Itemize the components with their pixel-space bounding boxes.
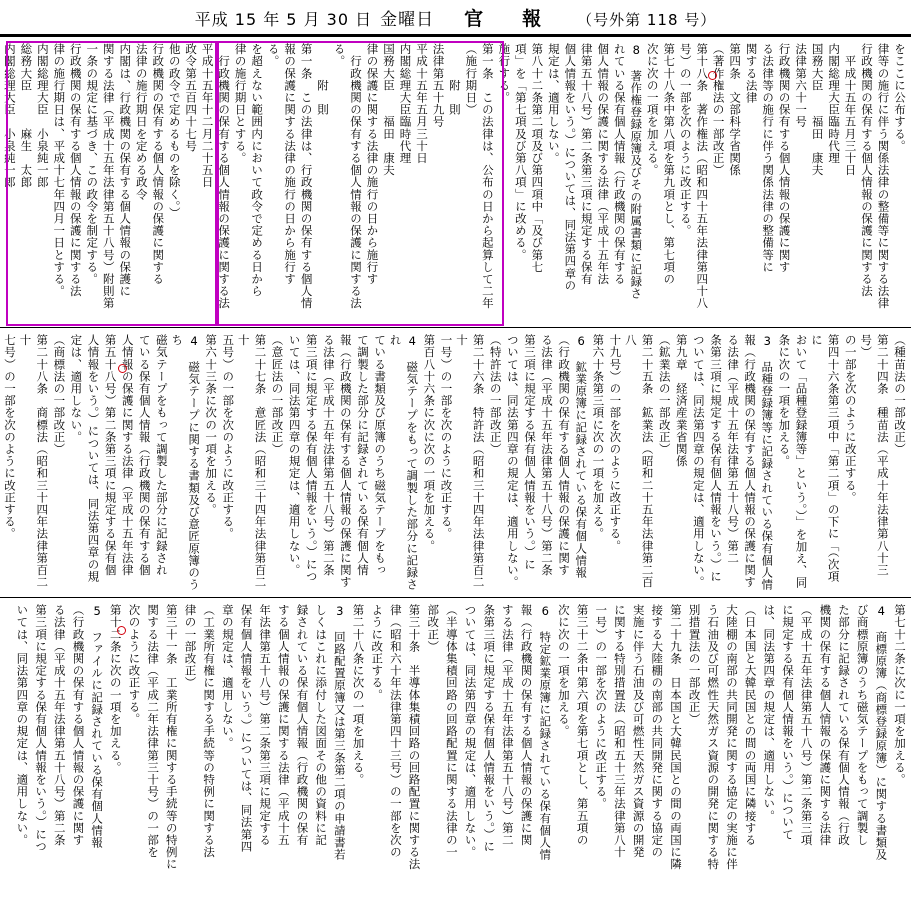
- band-top-columns: [2, 41, 909, 323]
- col-b2-05: おいて「品種登録簿等」という。）」を加え、同: [794, 334, 809, 589]
- col-b3-44: 5 ファイルに記録されている保有個人情報: [90, 604, 105, 849]
- col-b2-31: 第三項に規定する保有個人情報をいう。）につ: [304, 334, 319, 583]
- col-b3-46: る法律（平成十五年法律第五十八号）第二条: [52, 604, 67, 846]
- col-boxb-05: 法律第五十九号: [431, 43, 446, 128]
- col-b1-12: （著作権法の一部改正）: [711, 43, 726, 177]
- col-b2-43: 定は、適用しない。: [69, 334, 84, 443]
- col-b2-02: 第二十四条 種苗法（平成十年法律第八十三号）: [859, 334, 890, 576]
- col-boxb-13: 第一条 この法律は、行政機関の保有する個人情: [299, 43, 314, 310]
- col-b3-15: 実施に伴う石油及び可燃性天然ガス資源の開発: [631, 604, 646, 859]
- col-b3-37: 章の規定は、適用しない。: [220, 604, 235, 750]
- col-b3-14: 接する大陸棚の南部の共同開発に関する協定の: [650, 604, 665, 859]
- col-b2-19: る法律（平成十五年法律第五十八号）第二条: [540, 334, 555, 576]
- col-boxa-12: 律の施行期日は、平成十七年四月一日とする。: [52, 43, 67, 298]
- col-boxb-08: 国務大臣 福田 康夫: [381, 43, 396, 177]
- col-b2-03: の一部を次のように改正する。: [843, 334, 858, 504]
- col-b1-16: 次に次の一項を加える。: [645, 43, 660, 177]
- col-b1-24: 項」を「第七項及び第八項」に改める。: [513, 43, 528, 261]
- col-b2-09: る法律（平成十五年法律第五十八号）第二: [726, 334, 741, 564]
- col-b2-46: 七号）の一部を次のように改正する。: [3, 334, 18, 540]
- col-b3-39: 律の一部改正）: [183, 604, 198, 689]
- col-b2-20: 第三項に規定する保有個人情報をいう。）に: [522, 334, 537, 571]
- col-b3-42: 次のように改正する。: [127, 604, 142, 725]
- masthead-inner: [195, 4, 717, 31]
- col-b2-13: （鉱業法の一部改正）: [657, 334, 672, 455]
- band-middle: [0, 328, 911, 598]
- col-boxa-02: 行政機関の保有する個人情報の保護に関する法: [217, 43, 232, 310]
- col-b2-08: 報（行政機関の保有する個人情報の保護に関す: [743, 334, 758, 589]
- col-b1-17: 8 著作権登録原簿及びその附属書類に記録さ: [629, 43, 644, 300]
- col-boxb-10: 行政機関の保有する個人情報の保護に関する法: [349, 43, 364, 310]
- col-b3-17: 一号）の一部を次のように改正する。: [594, 604, 609, 810]
- col-b3-19: 次に次の一項を加える。: [556, 604, 571, 738]
- col-b1-06: 国務大臣 福田 康夫: [810, 43, 825, 177]
- col-b3-01: 第七十二条に次に一項を加える。: [893, 604, 907, 786]
- col-b2-22: （特許法の一部改正）: [488, 334, 503, 455]
- col-b3-34: する個人情報の保護に関する法律（平成十五: [276, 604, 291, 846]
- col-b1-03: 行政機関の保有する個人情報の保護に関する法: [860, 43, 875, 298]
- col-b1-04: 平成十五年五月三十日: [843, 43, 858, 177]
- col-boxb-02: 第一条 この法律は、公布の日から起算して二年: [480, 43, 495, 310]
- col-boxb-16: を超えない範囲内において政令で定める日から: [250, 43, 265, 298]
- col-boxa-05: 他の政令で定めるものを除く。）: [167, 43, 182, 219]
- col-b3-08: は、同法第四章の規定は、適用しない。: [762, 604, 777, 822]
- col-b3-06: （平成十五年法律第五十八号）第二条第三項: [799, 604, 814, 846]
- col-boxa-09: 関する法律（平成十五年法律第五十八号）附則第: [101, 43, 116, 310]
- col-b2-01: （種苗法の一部改正）: [893, 334, 907, 455]
- col-boxa-03: 平成十五年十二月二十五日: [200, 43, 215, 189]
- col-b2-25: 第百八十六条に次に次の一項を加える。: [422, 334, 437, 552]
- col-b1-07: 法律第六十一号: [794, 43, 809, 128]
- col-b2-06: 条に次の一項を加える。: [777, 334, 792, 468]
- col-b2-41: 第五十八号）第二条第三項に規定する保有個: [103, 334, 118, 576]
- col-b3-27: 第三十条 半導体集積回路の回路配置に関する法: [407, 604, 422, 871]
- col-b2-27: ている書類及び原簿のうち磁気テープをもっ: [373, 334, 388, 576]
- col-b2-36: 第六十三条に次の一項を加える。: [204, 334, 219, 516]
- col-boxb-12: 附 則: [316, 43, 331, 116]
- col-b3-43: 第十二条に次の一項を加える。: [108, 604, 123, 774]
- col-b2-39: ている保有個人情報（行政機関の保有する個: [137, 334, 152, 576]
- col-b2-35: 五号）の一部を次のように改正する。: [221, 334, 236, 540]
- col-b1-14: 号）の一部を次のように改正する。: [678, 43, 693, 237]
- red-ring-marker-2: [118, 364, 127, 373]
- col-b3-20: 6 特定鉱業原簿に記録されている保有個人情: [538, 604, 553, 861]
- col-b3-48: いては、同法第四章の規定は、適用しない。: [15, 604, 30, 846]
- col-b2-40: 人情報の保護に関する法律（平成十五年法律: [120, 334, 135, 576]
- col-b3-07: に規定する保有個人情報をいう。）について: [780, 604, 795, 841]
- col-boxb-03: （施行期日）: [464, 43, 479, 116]
- col-b3-31: 3 回路配置原簿又は第三条第二項の申請書若: [332, 604, 347, 861]
- col-b3-12: 別措置法の一部改正）: [687, 604, 702, 725]
- col-b3-38: （工業所有権に関する手続等の特例に関する法: [202, 604, 217, 859]
- col-b2-16: 第六十条第三項に次の一項を加える。: [591, 334, 606, 540]
- col-b1-11: 第四条 文部科学省関係: [728, 43, 743, 177]
- col-b3-23: 条第三項に規定する保有個人情報をいう。）に: [482, 604, 497, 853]
- col-b2-10: 条第三項に規定する保有個人情報をいう。）に: [708, 334, 723, 583]
- col-boxb-15: る。: [266, 43, 281, 68]
- col-b2-26: 4 磁気テープをもって調製した部分に記録され: [389, 334, 420, 591]
- col-b3-40: 第三十一条 工業所有権に関する手続等の特例に: [164, 604, 179, 871]
- col-b2-44: （商標法の一部改正）: [52, 334, 67, 455]
- col-b3-26: 部改正）: [426, 604, 441, 653]
- col-b3-02: 4 商標原簿（商標登録原簿）に関する書類及: [874, 604, 889, 861]
- col-b3-25: （半導体集積回路の回路配置に関する法律の一: [444, 604, 459, 859]
- col-b3-30: 第二十八条に次の一項を加える。: [351, 604, 366, 786]
- col-boxa-15: 内閣総理大臣 小泉純一郎: [2, 43, 17, 189]
- col-b2-07: 3 品種登録簿等に記録されている保有個人情: [760, 334, 775, 591]
- col-b3-03: び商標原簿のうち磁気テープをもって調製し: [855, 604, 870, 846]
- col-boxa-01: 律の施行期日とする。: [233, 43, 248, 164]
- col-b3-18: 第三十二条中第六項を第七項とし、第五項の: [575, 604, 590, 846]
- col-boxb-09: 律の保護に関する法律の施行の日から施行す: [365, 43, 380, 285]
- col-b2-37: 4 磁気テープに関する書類及び意匠原簿のうち: [170, 334, 202, 591]
- col-boxb-06: 平成十五年五月三十日: [414, 43, 429, 164]
- col-b2-23: 第二十六条 特許法（昭和三十四年法律第百二十: [455, 334, 486, 589]
- col-b3-33: 録されている保有個人情報（行政機関の保有: [295, 604, 310, 846]
- masthead-weekday: 金曜日: [380, 9, 435, 30]
- col-b2-24: 一号）の一部を次のように改正する。: [439, 334, 454, 540]
- col-b3-32: しくはこれに添付した図面その他の資料に記: [314, 604, 329, 846]
- col-b1-01: をここに公布する。: [893, 43, 907, 152]
- col-boxb-11: る。: [332, 43, 347, 68]
- col-b2-12: 第九章 経済産業省関係: [674, 334, 689, 468]
- col-b1-13: 第十八条 著作権法（昭和四十五年法律第四十八: [695, 43, 710, 310]
- col-boxa-14: 総務大臣 麻生 太郎: [19, 43, 34, 189]
- col-b2-18: （行政機関の保有する個人情報の保護に関す: [557, 334, 572, 576]
- col-b2-33: （意匠法の一部改正）: [270, 334, 285, 455]
- col-boxa-07: 法律の施行期日を定める政令: [134, 43, 149, 201]
- col-b1-05: 内閣総理大臣臨時代理: [827, 43, 842, 164]
- col-boxb-07: 内閣総理大臣臨時代理: [398, 43, 413, 164]
- col-b3-13: 第二十九条 日本国と大韓民国との間の両国に隣: [668, 604, 683, 871]
- col-b1-18: れている保有個人情報（行政機関の保有する: [612, 43, 627, 285]
- col-b1-20: 律第五十八号）第二条第三項に規定する保有: [579, 43, 594, 285]
- col-boxa-11: 行政機関の保有する個人情報の保護に関する法: [68, 43, 83, 298]
- band-middle-columns: [2, 332, 909, 593]
- masthead: [0, 0, 911, 36]
- band-bottom: [0, 598, 911, 907]
- gazette-page: [0, 36, 911, 907]
- col-b3-28: 律（昭和六十年法律第四十三号）の一部を次の: [388, 604, 403, 859]
- col-b2-42: 人情報をいう。）については、同法第四章の規: [86, 334, 101, 583]
- col-b2-11: ついては、同法第四章の規定は、適用しない。: [691, 334, 706, 589]
- col-boxa-08: 内閣は、行政機関の保有する個人情報の保護に: [118, 43, 133, 298]
- col-b2-17: 6 鉱業原簿に記録されている保有個人情報: [574, 334, 589, 579]
- col-boxa-13: 内閣総理大臣 小泉純一郎: [35, 43, 50, 189]
- col-b2-04: 第四十六条第三項中「第二項」の下に「（次項に: [810, 334, 841, 583]
- col-b3-22: する法律（平成十五年法律第五十八号）第二: [500, 604, 515, 846]
- col-b1-10: 関する法律: [744, 43, 759, 104]
- col-boxb-14: 報の保護に関する法律の施行の日から施行す: [283, 43, 298, 285]
- col-boxa-10: 一条の規定に基づき、この政令を制定する。: [85, 43, 100, 285]
- col-boxb-01: 施行する。: [497, 43, 512, 104]
- col-boxb-04: 附 則: [447, 43, 462, 116]
- col-boxa-04: 政令第五百四十七号: [184, 43, 199, 152]
- masthead-date: 平成 15 年 5 月 30 日: [194, 9, 373, 29]
- col-boxa-06: 行政機関の保有する個人情報の保護に関する: [151, 43, 166, 285]
- col-b3-35: 年法律第五十八号）第二条第三項に規定する: [258, 604, 273, 846]
- masthead-title: 官 報: [464, 7, 552, 30]
- col-b2-28: て調製した部分に記録されている保有個人情: [356, 334, 370, 576]
- col-b2-45: 第二十八条 商標法（昭和三十四年法律第百二十: [19, 334, 50, 589]
- col-b1-09: る法律等の施行に伴う関係法律の整備等に: [761, 43, 776, 273]
- col-b2-21: ついては、同法第四章の規定は、適用しない。: [505, 334, 520, 589]
- col-b2-38: 磁気テープをもって調製した部分に記録され: [154, 334, 169, 576]
- col-b3-24: ついては、同法第四章の規定は、適用しない。: [463, 604, 478, 859]
- col-b1-02: 律等の施行に伴う関係法律の整備等に関する法律: [876, 43, 891, 310]
- masthead-issue: （号外第 118 号）: [577, 10, 717, 29]
- col-b3-41: 関する法律（平成二年法律第三十号）の一部を: [146, 604, 161, 859]
- col-b1-23: 第八十二条第二項及び第四項中「及び第七: [530, 43, 545, 273]
- col-b3-29: ように改正する。: [370, 604, 385, 701]
- col-b2-29: 報（行政機関の保有する個人情報の保護に関す: [338, 334, 353, 589]
- col-b2-15: 十九号）の一部を次のように改正する。: [608, 334, 623, 552]
- col-b2-14: 第二十五条 鉱業法（昭和二十五年法律第二百八: [624, 334, 655, 589]
- col-b3-10: 大陸棚の南部の共同開発に関する協定の実施に伴: [724, 604, 739, 871]
- col-b2-32: いては、同法第四章の規定は、適用しない。: [287, 334, 302, 576]
- col-b1-19: 個人情報の保護に関する法律（平成十五年法: [596, 43, 611, 285]
- col-b3-11: う石油及び可燃性天然ガス資源の開発に関する特: [706, 604, 721, 871]
- col-b2-30: る法律（平成十五年法律第五十八号）第二条: [321, 334, 336, 576]
- col-b3-36: 保有個人情報をいう。）については、同法第四: [239, 604, 254, 853]
- red-ring-marker-1: [708, 71, 717, 80]
- col-b2-34: 第二十七条 意匠法（昭和三十四年法律第百二十: [237, 334, 268, 589]
- col-b1-08: 行政機関の保有する個人情報の保護に関す: [777, 43, 792, 273]
- col-b3-16: に関する特別措置法（昭和五十三年法律第八十: [612, 604, 627, 859]
- col-b3-45: （行政機関の保有する個人情報の保護に関す: [71, 604, 86, 846]
- band-top: [0, 36, 911, 328]
- red-ring-marker-3: [117, 626, 126, 635]
- col-b3-21: 報（行政機関の保有する個人情報の保護に関: [519, 604, 534, 846]
- col-b1-15: 第七十八条中第八項を第九項とし、第七項の: [662, 43, 677, 285]
- col-b3-05: 機関の保有する個人情報の保護に関する法律: [818, 604, 833, 846]
- col-b3-47: 第三項に規定する保有個人情報をいう。）につ: [34, 604, 49, 853]
- col-b1-21: 個人情報をいう。）については、同法第四章の: [563, 43, 578, 292]
- col-b1-22: 規定は、適用しない。: [546, 43, 561, 164]
- col-b3-04: た部分に記録されている保有個人情報（行政: [836, 604, 851, 846]
- col-b3-09: （日本国と大韓民国との間の両国に隣接する: [743, 604, 758, 846]
- band-bottom-columns: [2, 602, 909, 903]
